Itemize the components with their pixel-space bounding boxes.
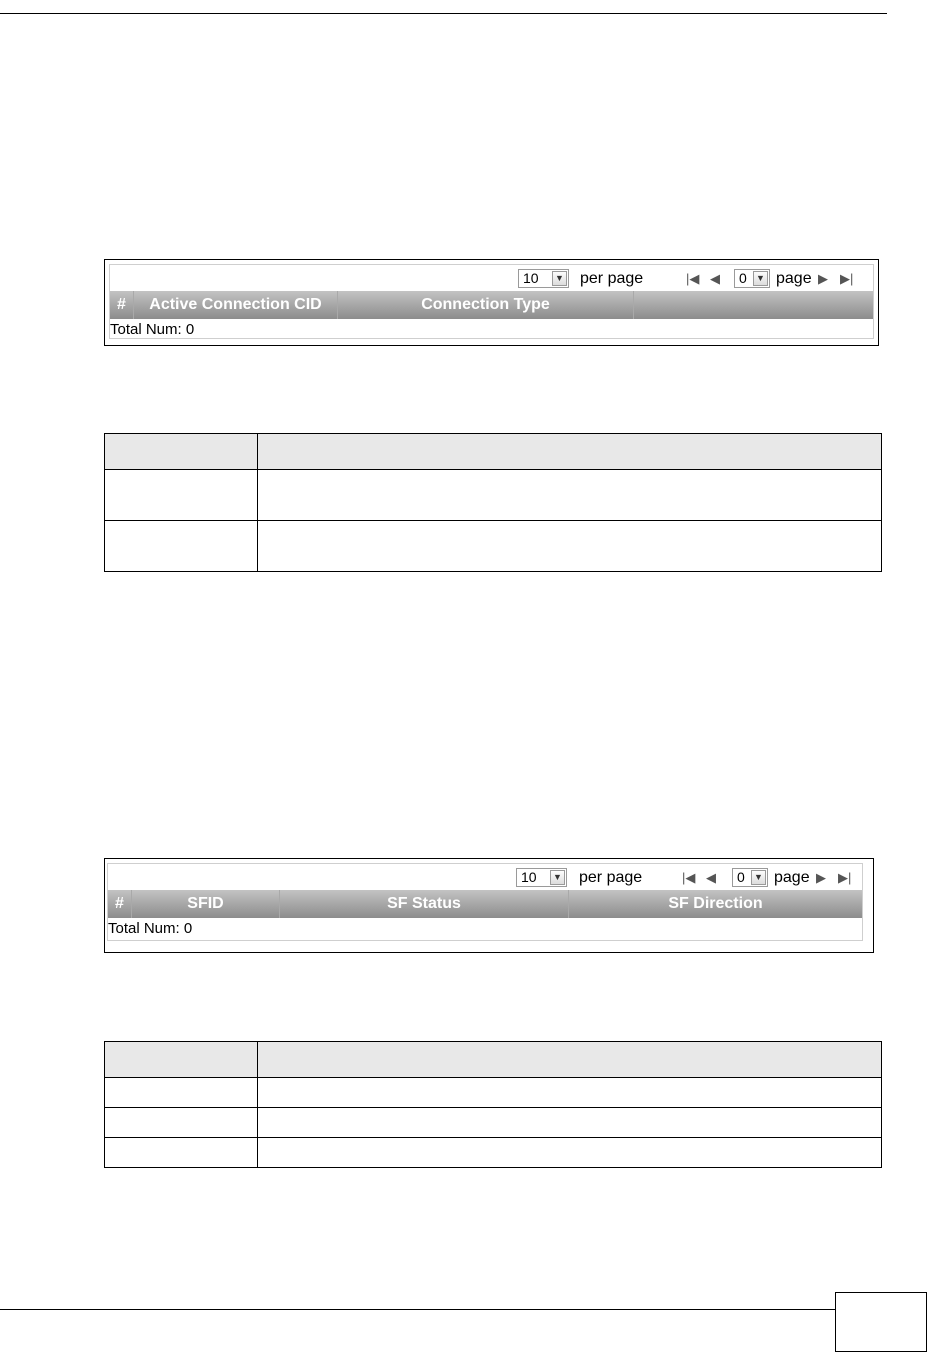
- next-page-icon[interactable]: ▶: [818, 271, 828, 286]
- connections-description-table: [104, 433, 882, 572]
- column-header-index[interactable]: #: [110, 291, 134, 319]
- column-header-sf-direction[interactable]: SF Direction: [668, 895, 763, 912]
- table-header-cell: [105, 1042, 258, 1078]
- column-header-sf-status[interactable]: SF Status: [280, 890, 569, 918]
- column-header-connection-type[interactable]: Connection Type: [338, 291, 634, 319]
- previous-page-icon[interactable]: ◀: [706, 870, 716, 885]
- total-count: Total Num: 0: [108, 920, 193, 937]
- table-cell: [105, 521, 258, 572]
- page-select[interactable]: [734, 269, 770, 288]
- table-cell: [258, 521, 882, 572]
- page-value: 0: [739, 270, 747, 286]
- page-label: page: [774, 869, 810, 886]
- table-cell: [105, 1108, 258, 1138]
- page-number-box: [835, 1292, 927, 1352]
- table-cell: [258, 1078, 882, 1108]
- chevron-down-icon: ▼: [550, 870, 565, 885]
- table-header: [110, 291, 873, 319]
- footer-rule: [0, 1309, 835, 1310]
- page-select[interactable]: [732, 868, 768, 887]
- total-count: Total Num: 0: [110, 321, 195, 338]
- per-page-select[interactable]: [516, 868, 567, 887]
- per-page-value: 10: [521, 869, 537, 885]
- last-page-icon[interactable]: ▶|: [840, 271, 854, 286]
- next-page-icon[interactable]: ▶: [816, 870, 826, 885]
- table-cell: [105, 1078, 258, 1108]
- column-header-cid[interactable]: Active Connection CID: [134, 291, 338, 319]
- pager-bar: [108, 864, 862, 890]
- table-cell: [258, 1108, 882, 1138]
- table-cell: [258, 470, 882, 521]
- table-header-cell: [258, 434, 882, 470]
- table-cell: [105, 470, 258, 521]
- column-header-sfid[interactable]: SFID: [132, 890, 280, 918]
- page-value: 0: [737, 869, 745, 885]
- pager-bar: [110, 265, 873, 291]
- table-header-cell: [258, 1042, 882, 1078]
- service-flow-screenshot: [104, 858, 874, 953]
- header-rule: [0, 13, 887, 14]
- chevron-down-icon: ▼: [751, 870, 766, 885]
- service-flow-description-table: [104, 1041, 882, 1168]
- per-page-value: 10: [523, 270, 539, 286]
- chevron-down-icon: ▼: [552, 271, 567, 286]
- previous-page-icon[interactable]: ◀: [710, 271, 720, 286]
- per-page-label: per page: [579, 869, 643, 886]
- column-header-empty: [634, 291, 873, 319]
- column-header-index[interactable]: #: [108, 890, 132, 918]
- table-header-cell: [105, 434, 258, 470]
- table-cell: [105, 1138, 258, 1168]
- chevron-down-icon: ▼: [753, 271, 768, 286]
- table-cell: [258, 1138, 882, 1168]
- first-page-icon[interactable]: |◀: [682, 870, 696, 885]
- per-page-label: per page: [580, 270, 644, 287]
- first-page-icon[interactable]: |◀: [686, 271, 700, 286]
- last-page-icon[interactable]: ▶|: [838, 870, 852, 885]
- table-header: [108, 890, 862, 918]
- page-label: page: [776, 270, 812, 287]
- per-page-select[interactable]: [518, 269, 569, 288]
- connections-screenshot: [104, 259, 879, 346]
